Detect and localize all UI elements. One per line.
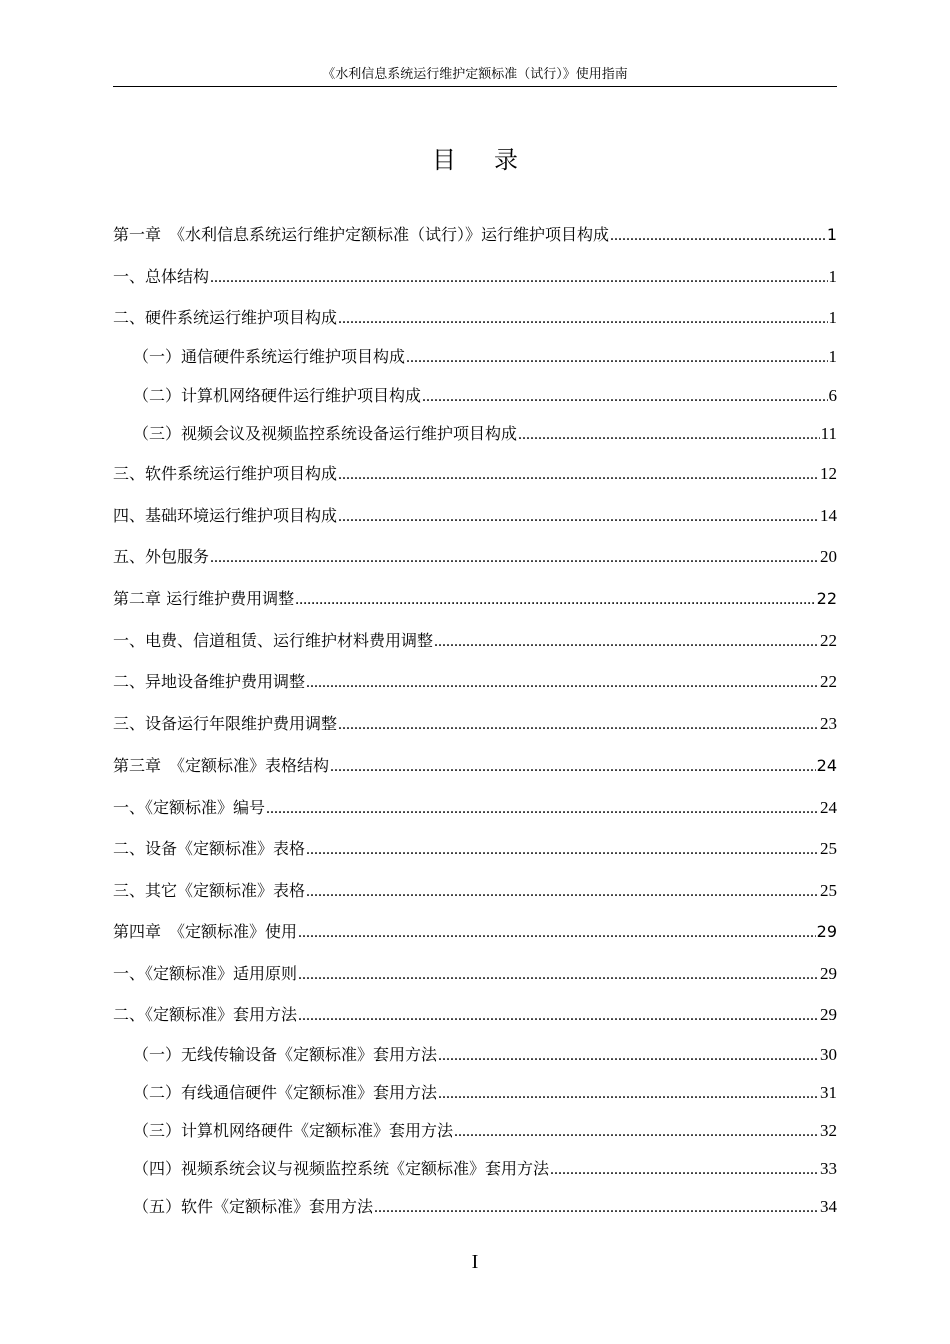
- toc-entry[interactable]: [133, 422, 837, 446]
- toc-entry[interactable]: [113, 545, 837, 569]
- toc-leader-dots: [338, 463, 819, 487]
- page-number: I: [471, 1251, 479, 1273]
- toc-entry-page: 34: [820, 1197, 837, 1216]
- toc-entry-label: 第四章 《定额标准》使用: [113, 922, 298, 941]
- toc-entry-page: 22: [820, 631, 837, 650]
- running-header: 《水利信息系统运行维护定额标准（试行）》使用指南: [322, 67, 628, 82]
- toc-entry-label: （一）无线传输设备《定额标准》套用方法: [133, 1045, 438, 1064]
- toc-entry-chapter-2[interactable]: [113, 587, 837, 611]
- toc-entry[interactable]: [113, 879, 837, 903]
- toc-entry-page: 1: [828, 347, 837, 366]
- toc-entry-page: 12: [820, 464, 837, 483]
- toc-entry-page: 32: [820, 1121, 837, 1140]
- toc-entry-label: （五）软件《定额标准》套用方法: [133, 1197, 374, 1216]
- toc-entry-label: 一、电费、信道租赁、运行维护材料费用调整: [113, 631, 434, 650]
- toc-leader-dots: [610, 224, 826, 248]
- toc-entry-page: 6: [828, 386, 837, 405]
- toc-entry-label: （二）计算机网络硬件运行维护项目构成: [133, 386, 422, 405]
- toc-leader-dots: [406, 346, 827, 370]
- toc-leader-dots: [438, 1044, 819, 1068]
- toc-entry-page: 11: [820, 424, 837, 443]
- toc-leader-dots: [338, 307, 827, 331]
- toc-leader-dots: [266, 797, 819, 821]
- toc-leader-dots: [518, 423, 820, 447]
- toc-leader-dots: [438, 1082, 819, 1106]
- toc-entry-label: （二）有线通信硬件《定额标准》套用方法: [133, 1083, 438, 1102]
- toc-entry-label: 第三章 《定额标准》表格结构: [113, 756, 330, 775]
- toc-entry-label: （三）视频会议及视频监控系统设备运行维护项目构成: [133, 424, 518, 443]
- toc-leader-dots: [298, 921, 816, 945]
- toc-entry-page: 1: [828, 267, 837, 286]
- toc-entry[interactable]: [113, 796, 837, 820]
- toc-entry-page: 1: [826, 225, 837, 244]
- toc-entry-label: 第二章 运行维护费用调整: [113, 589, 295, 608]
- toc-leader-dots: [338, 505, 819, 529]
- toc-entry-label: 五、外包服务: [113, 547, 210, 566]
- toc-entry-label: （四）视频系统会议与视频监控系统《定额标准》套用方法: [133, 1159, 550, 1178]
- toc-entry[interactable]: [133, 1157, 837, 1181]
- toc-entry-label: 一、《定额标准》适用原则: [113, 964, 298, 983]
- toc-leader-dots: [550, 1158, 819, 1182]
- toc-entry-label: 第一章 《水利信息系统运行维护定额标准（试行）》运行维护项目构成: [113, 225, 610, 244]
- toc-entry-page: 29: [820, 1005, 837, 1024]
- toc-entry[interactable]: [133, 1195, 837, 1219]
- toc-entry-chapter-1[interactable]: [113, 223, 837, 247]
- toc-entry[interactable]: [113, 629, 837, 653]
- toc-entry-page: 24: [820, 798, 837, 817]
- toc-entry[interactable]: [133, 1081, 837, 1105]
- toc-entry-page: 30: [820, 1045, 837, 1064]
- toc-entry-chapter-3[interactable]: [113, 754, 837, 778]
- toc-leader-dots: [374, 1196, 819, 1220]
- toc-entry-label: 二、异地设备维护费用调整: [113, 672, 306, 691]
- toc-leader-dots: [306, 880, 819, 904]
- toc-entry-label: 二、《定额标准》套用方法: [113, 1005, 298, 1024]
- toc-entry-label: 三、软件系统运行维护项目构成: [113, 464, 338, 483]
- toc-entry-page: 14: [820, 506, 837, 525]
- toc-entry-page: 29: [816, 922, 837, 941]
- toc-entry[interactable]: [113, 712, 837, 736]
- toc-leader-dots: [422, 385, 827, 409]
- toc-entry[interactable]: [113, 462, 837, 486]
- toc-entry-label: 二、设备《定额标准》表格: [113, 839, 306, 858]
- toc-entry[interactable]: [113, 837, 837, 861]
- toc-entry[interactable]: [113, 1003, 837, 1027]
- toc-entry[interactable]: [113, 670, 837, 694]
- toc-entry[interactable]: [113, 504, 837, 528]
- toc-entry-page: 20: [820, 547, 837, 566]
- toc-leader-dots: [210, 266, 827, 290]
- toc-entry-label: 一、总体结构: [113, 267, 210, 286]
- toc-entry-label: 一、《定额标准》编号: [113, 798, 266, 817]
- toc-entry-chapter-4[interactable]: [113, 920, 837, 944]
- toc-leader-dots: [306, 838, 819, 862]
- toc-entry-page: 22: [816, 589, 837, 608]
- toc-entry-page: 22: [820, 672, 837, 691]
- toc-entry-page: 29: [820, 964, 837, 983]
- toc-entry[interactable]: [113, 306, 837, 330]
- header-divider: [113, 86, 837, 87]
- toc-entry-page: 23: [820, 714, 837, 733]
- toc-entry-label: 三、设备运行年限维护费用调整: [113, 714, 338, 733]
- toc-entry-page: 24: [816, 756, 837, 775]
- toc-entry[interactable]: [113, 265, 837, 289]
- toc-entry-label: （三）计算机网络硬件《定额标准》套用方法: [133, 1121, 454, 1140]
- toc-leader-dots: [434, 630, 819, 654]
- toc-leader-dots: [454, 1120, 819, 1144]
- toc-leader-dots: [210, 546, 819, 570]
- toc-title: 目录: [432, 146, 556, 174]
- toc-entry[interactable]: [133, 384, 837, 408]
- toc-leader-dots: [338, 713, 819, 737]
- toc-entry-page: 33: [820, 1159, 837, 1178]
- toc-entry-label: （一）通信硬件系统运行维护项目构成: [133, 347, 406, 366]
- toc-leader-dots: [330, 755, 816, 779]
- toc-entry[interactable]: [133, 1119, 837, 1143]
- toc-leader-dots: [295, 588, 816, 612]
- toc-entry-label: 三、其它《定额标准》表格: [113, 881, 306, 900]
- toc-leader-dots: [298, 1004, 819, 1028]
- toc-leader-dots: [298, 963, 819, 987]
- toc-entry-page: 25: [820, 839, 837, 858]
- toc-entry[interactable]: [113, 962, 837, 986]
- toc-entry[interactable]: [133, 345, 837, 369]
- toc-entry-label: 二、硬件系统运行维护项目构成: [113, 308, 338, 327]
- toc-entry-page: 1: [828, 308, 837, 327]
- toc-entry-page: 31: [820, 1083, 837, 1102]
- toc-entry-page: 25: [820, 881, 837, 900]
- toc-entry-label: 四、基础环境运行维护项目构成: [113, 506, 338, 525]
- toc-entry[interactable]: [133, 1043, 837, 1067]
- toc-leader-dots: [306, 671, 819, 695]
